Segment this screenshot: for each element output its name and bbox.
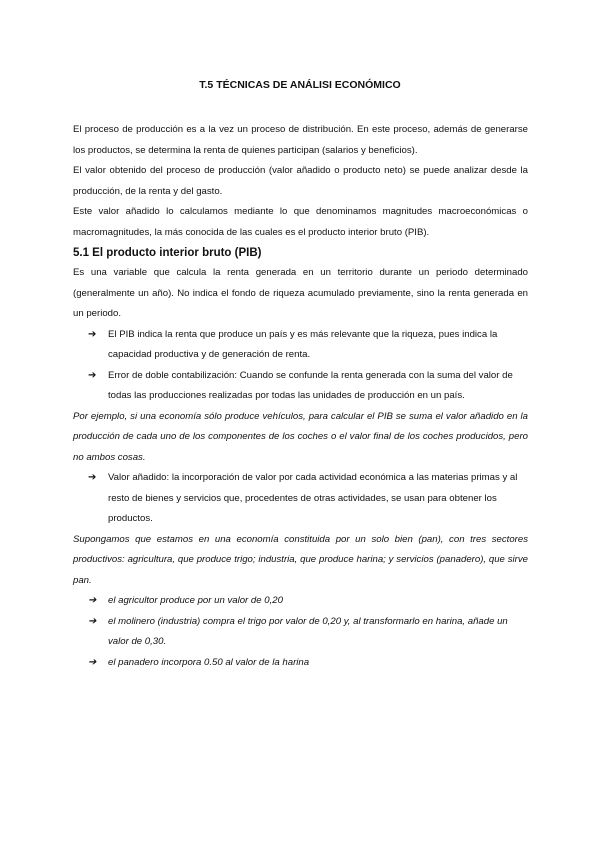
bullet-item bbox=[73, 591, 528, 612]
arrow-icon: ➔ bbox=[88, 656, 97, 668]
bullet-item bbox=[73, 653, 528, 674]
bullet-text: Error de doble contabilización: Cuando se confunde la renta generada con la suma del valor de todas las producciones realizadas por todas las unidades de producción en un país. bbox=[108, 369, 513, 401]
document-body bbox=[73, 120, 528, 673]
arrow-icon: ➔ bbox=[88, 472, 97, 483]
bullet-item bbox=[73, 468, 528, 530]
example-paragraph: Por ejemplo, si una economía sólo produce vehículos, para calcular el PIB se suma el valor añadido en la producción de cada uno de los componentes de los coches o el valor final de los coches producidos, pero no ambos cosas. bbox=[73, 410, 528, 463]
intro-paragraph-1: El proceso de producción es a la vez un proceso de distribución. En este proceso, además de generarse los productos, se determina la renta de quienes participan (salarios y beneficios). bbox=[73, 124, 528, 156]
arrow-icon: ➔ bbox=[88, 595, 97, 606]
arrow-icon: ➔ bbox=[88, 615, 97, 627]
bullet-item bbox=[73, 325, 528, 366]
section-intro-paragraph: Es una variable que calcula la renta generada en un territorio durante un periodo determinado (generalmente un año). No indica el fondo de riqueza acumulado previamente, sino la renta generada en un periodo. bbox=[73, 267, 528, 319]
bullet-text: el panadero incorpora 0.50 al valor de la harina bbox=[108, 656, 310, 668]
bullet-text: el molinero (industria) compra el trigo por valor de 0,20 y, al transformarlo en harina, añade un valor de 0,30. bbox=[108, 615, 508, 647]
bullet-text: el agricultor produce por un valor de 0,20 bbox=[108, 595, 283, 606]
bullet-item bbox=[73, 612, 528, 653]
intro-paragraph-2: El valor obtenido del proceso de producción (valor añadido o producto neto) se puede analizar desde la producción, de la renta y del gasto. bbox=[73, 165, 528, 197]
arrow-icon: ➔ bbox=[88, 369, 97, 381]
bullet-item bbox=[73, 366, 528, 407]
arrow-icon: ➔ bbox=[88, 328, 97, 340]
section-heading: 5.1 El producto interior bruto (PIB) bbox=[73, 247, 262, 259]
bullet-text: Valor añadido: la incorporación de valor por cada actividad económica a las materias primas y al resto de bienes y servicios que, procedentes de otras actividades, se usan para obtener los productos. bbox=[108, 472, 518, 524]
bullet-text: El PIB indica la renta que produce un país y es más relevante que la riqueza, pues indica la capacidad productiva y de generación de renta. bbox=[108, 328, 498, 360]
document-title: T.5 TÉCNICAS DE ANÁLISI ECONÓMICO bbox=[199, 79, 401, 91]
intro-paragraph-3: Este valor añadido lo calculamos mediante lo que denominamos magnitudes macroeconómicas o macromagnitudes, la más conocida de las cuales es el producto interior bruto (PIB). bbox=[73, 206, 528, 238]
supposition-paragraph: Supongamos que estamos en una economía constituida por un solo bien (pan), con tres sectores productivos: agricultura, que produce trigo; industria, que produce harina; y servicios (panadero), que sirve pan. bbox=[73, 533, 528, 586]
